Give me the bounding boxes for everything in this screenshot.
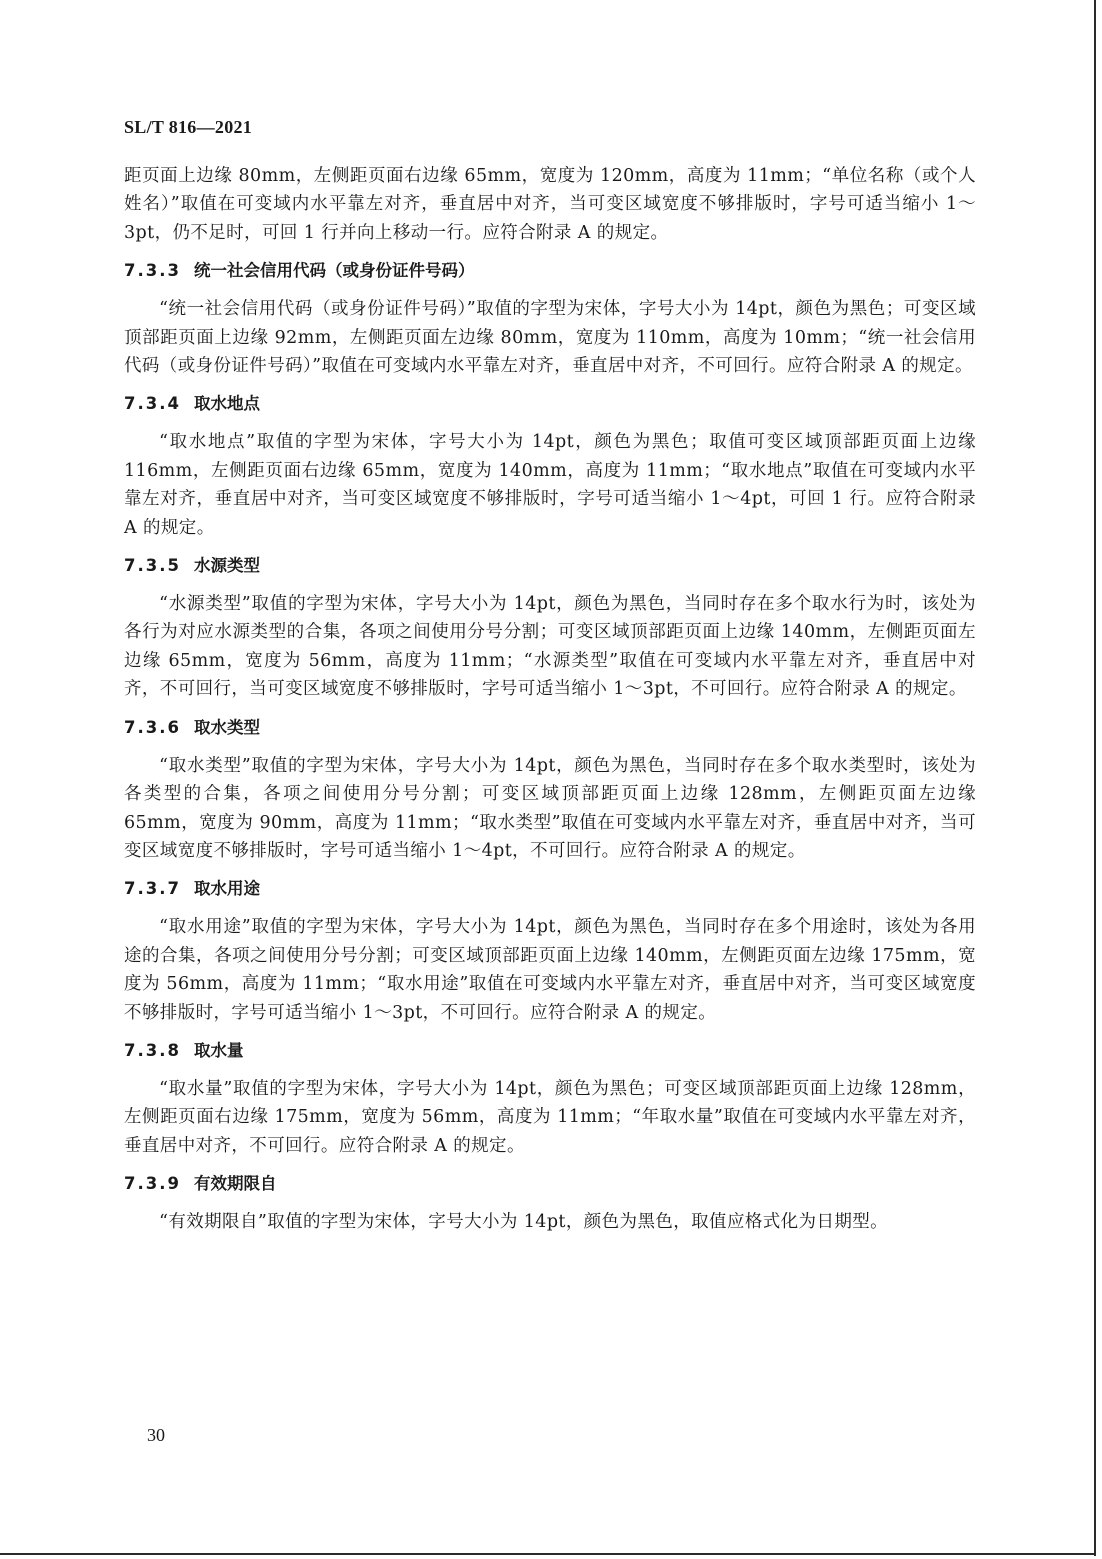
section-heading bbox=[124, 393, 976, 415]
section-title: 统一社会信用代码（或身份证件号码） bbox=[194, 261, 475, 281]
section-number: 7.3.7 bbox=[124, 879, 181, 899]
section-7-3-3 bbox=[124, 260, 976, 380]
section-7-3-8 bbox=[124, 1040, 976, 1160]
page-edge-bottom bbox=[0, 1553, 1096, 1555]
document-code: SL/T 816—2021 bbox=[124, 117, 253, 137]
section-paragraph: “取水量”取值的字型为宋体，字号大小为 14pt，颜色为黑色；可变区域顶部距页面上边缘 128mm，左侧距页面右边缘 175mm，宽度为 56mm，高度为 11mm；“年取水量”取值在可变域内水平靠左对齐，垂直居中对齐，不可回行。应符合附录 A 的规定。 bbox=[124, 1078, 976, 1156]
section-7-3-7 bbox=[124, 878, 976, 1027]
section-paragraph: “取水类型”取值的字型为宋体，字号大小为 14pt，颜色为黑色，当同时存在多个取水类型时，该处为各类型的合集，各项之间使用分号分割；可变区域顶部距页面上边缘 128mm，左侧距页面左边缘 65mm，宽度为 90mm，高度为 11mm；“取水类型”取值在可变域内水平靠左对齐，垂直居中对齐，当可变区域宽度不够排版时，字号可适当缩小 1～4pt，不可回行。应符合附录 A 的规定。 bbox=[124, 755, 976, 861]
page-number: 30 bbox=[147, 1425, 165, 1445]
section-paragraph: “有效期限自”取值的字型为宋体，字号大小为 14pt，颜色为黑色，取值应格式化为日期型。 bbox=[159, 1212, 889, 1233]
page-edge-right bbox=[1094, 0, 1096, 1556]
section-heading bbox=[124, 878, 976, 900]
section-title: 取水用途 bbox=[194, 879, 260, 899]
section-number: 7.3.6 bbox=[124, 717, 181, 737]
section-7-3-5 bbox=[124, 555, 976, 704]
section-paragraph: “取水用途”取值的字型为宋体，字号大小为 14pt，颜色为黑色，当同时存在多个用途时，该处为各用途的合集，各项之间使用分号分割；可变区域顶部距页面上边缘 140mm，左侧距页面左边缘 175mm，宽度为 56mm，高度为 11mm；“取水用途”取值在可变域内水平靠左对齐，垂直居中对齐，当可变区域宽度不够排版时，字号可适当缩小 1～3pt，不可回行。应符合附录 A 的规定。 bbox=[124, 917, 976, 1023]
section-heading bbox=[124, 260, 976, 282]
section-number: 7.3.4 bbox=[124, 394, 181, 414]
document-body bbox=[124, 162, 976, 1237]
section-7-3-4 bbox=[124, 393, 976, 542]
section-heading bbox=[124, 1173, 976, 1195]
section-title: 取水类型 bbox=[194, 717, 260, 737]
section-title: 有效期限自 bbox=[194, 1174, 277, 1194]
section-number: 7.3.9 bbox=[124, 1174, 181, 1194]
section-title: 取水量 bbox=[194, 1040, 244, 1060]
section-title: 取水地点 bbox=[194, 394, 260, 414]
section-heading bbox=[124, 555, 976, 577]
intro-paragraph: 距页面上边缘 80mm，左侧距页面右边缘 65mm，宽度为 120mm，高度为 11mm；“单位名称（或个人姓名）”取值在可变域内水平靠左对齐，垂直居中对齐，当可变区域宽度不够排版时，字号可适当缩小 1～3pt，仍不足时，可回 1 行并向上移动一行。应符合附录 A 的规定。 bbox=[124, 166, 976, 243]
section-paragraph: “水源类型”取值的字型为宋体，字号大小为 14pt，颜色为黑色，当同时存在多个取水行为时，该处为各行为对应水源类型的合集，各项之间使用分号分割；可变区域顶部距页面上边缘 140mm，左侧距页面左边缘 65mm，宽度为 56mm，高度为 11mm；“水源类型”取值在可变域内水平靠左对齐，垂直居中对齐，不可回行，当可变区域宽度不够排版时，字号可适当缩小 1～3pt，不可回行。应符合附录 A 的规定。 bbox=[124, 594, 976, 700]
section-paragraph: “取水地点”取值的字型为宋体，字号大小为 14pt，颜色为黑色；取值可变区域顶部距页面上边缘 116mm，左侧距页面右边缘 65mm，宽度为 140mm，高度为 11mm；“取水地点”取值在可变域内水平靠左对齐，垂直居中对齐，当可变区域宽度不够排版时，字号可适当缩小 1～4pt，可回 1 行。应符合附录 A 的规定。 bbox=[124, 432, 976, 538]
section-7-3-9 bbox=[124, 1173, 976, 1236]
section-title: 水源类型 bbox=[194, 556, 260, 576]
section-heading bbox=[124, 1040, 976, 1062]
section-7-3-6 bbox=[124, 717, 976, 866]
section-paragraph: “统一社会信用代码（或身份证件号码）”取值的字型为宋体，字号大小为 14pt，颜色为黑色；可变区域顶部距页面上边缘 92mm，左侧距页面左边缘 80mm，宽度为 110mm，高度为 10mm；“统一社会信用代码（或身份证件号码）”取值在可变域内水平靠左对齐，垂直居中对齐，不可回行。应符合附录 A 的规定。 bbox=[124, 299, 976, 377]
section-number: 7.3.3 bbox=[124, 261, 181, 281]
section-number: 7.3.8 bbox=[124, 1040, 181, 1060]
section-number: 7.3.5 bbox=[124, 556, 181, 576]
section-heading bbox=[124, 717, 976, 739]
